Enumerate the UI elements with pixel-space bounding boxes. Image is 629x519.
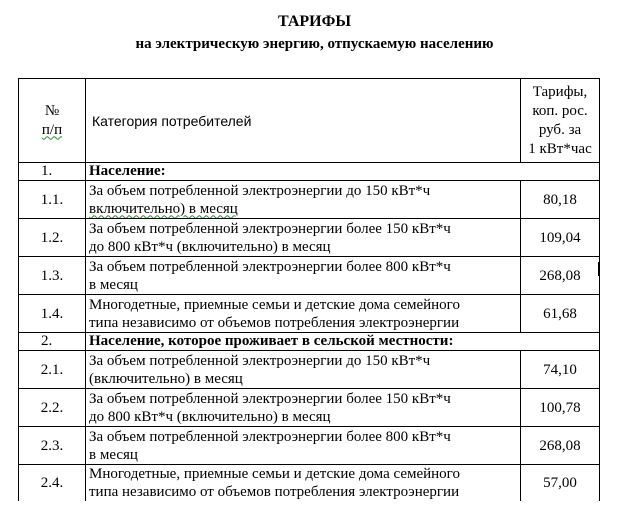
row-category: [86, 295, 521, 333]
row-category-line2: включительно) в месяц: [89, 200, 238, 217]
table-row: [19, 427, 600, 465]
row-tariff: 100,78: [521, 389, 600, 427]
table-section-row: [19, 163, 600, 181]
header-tariff: [521, 79, 600, 163]
row-tariff: 268,08: [521, 427, 600, 465]
row-category-line2: в месяц: [89, 276, 138, 293]
section-title: Население, которое проживает в сельской местности:: [86, 333, 600, 351]
row-number: 1.4.: [19, 295, 86, 333]
row-tariff: 61,68: [521, 295, 600, 333]
row-category-line1: За объем потребленной электроэнергии более 150 кВт*ч: [89, 390, 451, 407]
row-category-line2: до 800 кВт*ч (включительно) в месяц: [89, 408, 331, 425]
header-tariff-line4: 1 кВт*час: [528, 140, 592, 157]
row-category: [86, 465, 521, 502]
header-category: Категория потребителей: [86, 79, 521, 163]
row-number: 2.1.: [19, 351, 86, 389]
header-number: [19, 79, 86, 163]
header-number-symbol: №: [44, 102, 60, 119]
row-category-line1: За объем потребленной электроэнергии более 800 кВт*ч: [89, 258, 451, 275]
row-category-line1: За объем потребленной электроэнергии более 800 кВт*ч: [89, 428, 451, 445]
row-tariff: 74,10: [521, 351, 600, 389]
section-number: 1.: [19, 163, 86, 181]
row-tariff: 109,04: [521, 219, 600, 257]
row-category-line2: типа независимо от объемов потребления электроэнергии: [89, 484, 460, 500]
section-title: Население:: [86, 163, 600, 181]
table-section-row: [19, 333, 600, 351]
tariffs-table: [18, 78, 600, 501]
row-number: 2.2.: [19, 389, 86, 427]
row-number: 1.3.: [19, 257, 86, 295]
text-cursor[interactable]: [598, 262, 599, 276]
row-category-line1: За объем потребленной электроэнергии более 150 кВт*ч: [89, 220, 451, 237]
row-category-line2: до 800 кВт*ч (включительно) в месяц: [89, 238, 331, 255]
table-row: [19, 389, 600, 427]
row-category-line1: Многодетные, приемные семьи и детские дома семейного: [89, 466, 460, 482]
row-category: [86, 389, 521, 427]
row-category-line2: типа независимо от объемов потребления электроэнергии: [89, 314, 460, 331]
row-category: [86, 181, 521, 219]
row-category: [86, 427, 521, 465]
table-row: [19, 181, 600, 219]
document-title: ТАРИФЫ: [277, 13, 352, 30]
section-number: 2.: [19, 333, 86, 351]
table-row: [19, 257, 600, 295]
table-row: [19, 351, 600, 389]
table-row: [19, 465, 600, 502]
row-category: [86, 351, 521, 389]
row-number: 2.4.: [19, 465, 86, 502]
row-tariff: 57,00: [521, 465, 600, 502]
row-category-line1: За объем потребленной электроэнергии до 150 кВт*ч: [89, 182, 431, 199]
row-tariff: 80,18: [521, 181, 600, 219]
header-tariff-line3: руб. за: [538, 121, 582, 138]
row-number: 1.1.: [19, 181, 86, 219]
row-category-line2: в месяц: [89, 446, 138, 463]
row-tariff: 268,08: [521, 257, 600, 295]
header-tariff-line1: Тарифы,: [532, 83, 588, 100]
table-row: [19, 295, 600, 333]
table-header-row: [19, 79, 600, 163]
table-row: [19, 219, 600, 257]
document-subtitle: на электрическую энергию, отпускаемую населению: [135, 36, 494, 52]
header-tariff-line2: коп. рос.: [532, 102, 588, 119]
row-category: [86, 219, 521, 257]
row-number: 1.2.: [19, 219, 86, 257]
row-number: 2.3.: [19, 427, 86, 465]
row-category-line1: За объем потребленной электроэнергии до 150 кВт*ч: [89, 352, 431, 369]
header-number-abbrev: п/п: [41, 121, 63, 138]
row-category: [86, 257, 521, 295]
row-category-line2: (включительно) в месяц: [89, 370, 243, 387]
row-category-line1: Многодетные, приемные семьи и детские дома семейного: [89, 296, 460, 313]
